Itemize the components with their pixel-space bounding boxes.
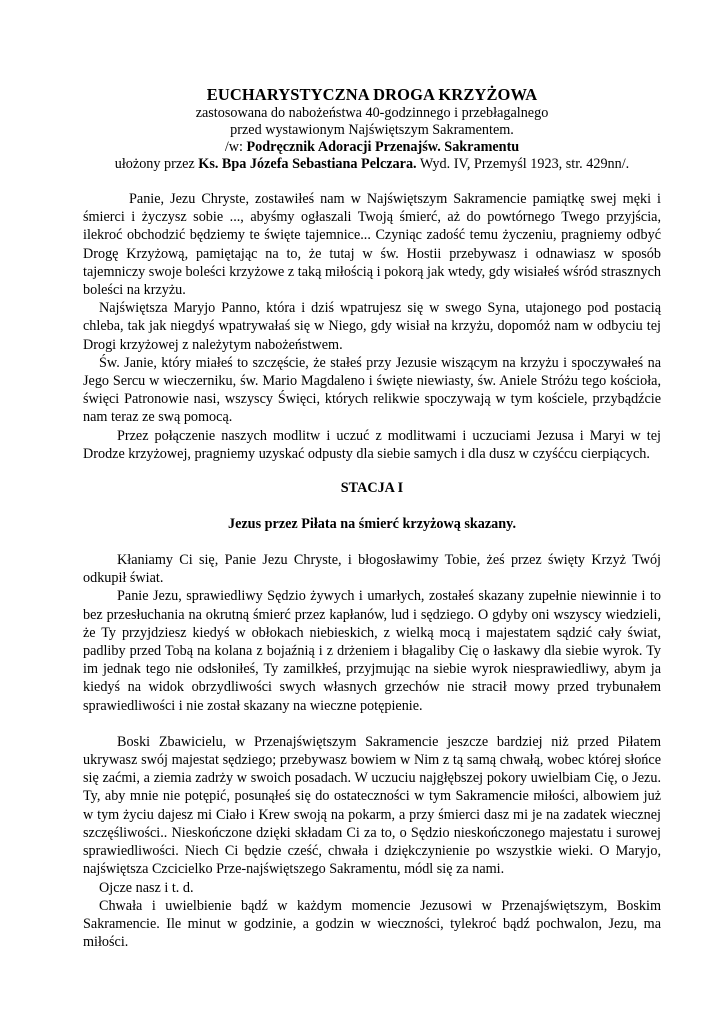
intro-paragraph: Panie, Jezu Chryste, zostawiłeś nam w Najświętszym Sakramencie pamiątkę swej męki i śmierci i życzysz sobie ..., abyśmy ogłaszali Twoją śmierć, aż do powtórnego Twego przyjścia, ilekroć obchodzić będziemy te święte tajemnice... Czyniąc zadość temu życzeniu, pragniemy odbyć Drogę Krzyżową, pamiętając na to, że tutaj w św. Hostii przebywasz i odnawiasz w sposób tajemniczy swoje boleści krzyżowe z taką miłością i pokorą jak wtedy, gdy wisiałeś wśród strasznych boleści na krzyżu. [83,191,661,299]
station-paragraph: Chwała i uwielbienie bądź w każdym momencie Jezusowi w Przenajświętszym, Boskim Sakramencie. Ile minut w godzinie, a godzin w wieczności, tylekroć bądź pochwalon, Jezu, ma miłości. [83,897,661,951]
station-paragraph: Boski Zbawicielu, w Przenajświętszym Sakramencie jeszcze bardziej niż przed Piłatem ukrywasz swój majestat sędziego; przebywasz bowiem w Nim z tą samą chwałą, wobec której słońce się zaćmi, a ziemia zadrży w swoich posadach. W uczuciu najgłębszej pokory uwielbiam Cię, o Jezu. Ty, aby mnie nie potępić, posunąłeś się do ostateczności w tym Sakramencie miłości, albowiem już w tym życiu dajesz mi Ciało i Krew swoją na pokarm, a przy śmierci dasz mi je na zadatek wiecznej szczęśliwości.. Nieskończone dzięki składam Ci za to, o Sędzio nieskończonego majestatu i surowej sprawiedliwości. Niech Ci będzie cześć, chwała i dziękczynienie po wszystkie wieki. O Maryjo, najświętsza Czcicielko Prze-najświętszego Sakramentu, módl się za nami. [83,733,661,878]
author-prefix: ułożony przez [114,156,199,172]
station-paragraph: Panie Jezu, sprawiedliwy Sędzio żywych i umarłych, zostałeś skazany zupełnie niewinnie i to bez przesłuchania na okrutną śmierć przez kapłanów, lud i sędziego. O gdyby oni wszyscy wiedzieli, że Ty przyjdziesz kiedyś w obłokach niebieskich, z wielką mocą i majestatem sądzić cały świat, padliby przed Tobą na kolana z bojaźnią i z drżeniem i błagaliby Cię o łaskawy dla siebie wyrok. Ty im jednak tego nie odsłoniłeś, Ty zamilkłeś, przyjmując na siebie wyrok niesprawiedliwy, abym ja kiedyś na widok obrzydliwości swych własnych grzechów nie stracił mowy przed trybunałem sprawiedliwości i nie został skazany na wieczne potępienie. [83,588,661,714]
intro-paragraph: Św. Janie, który miałeś to szczęście, że stałeś przy Jezusie wiszącym na krzyżu i spoczywałeś na Jego Sercu w wieczerniku, św. Mario Magdaleno i święte niewiasty, św. Aniele Stróżu tego kościoła, święci Patronowie nasi, wszyscy Święci, których relikwie spoczywają w tym kościele, przybądźcie nam teraz ze swą pomocą. [83,354,661,426]
author-name: Ks. Bpa Józefa Sebastiana Pelczara. [198,156,417,172]
source-line-1 [83,139,661,156]
subtitle-line-2: przed wystawionym Najświętszym Sakramentem. [230,122,514,138]
edition-info: Wyd. IV, Przemyśl 1923, str. 429nn/. [416,156,630,172]
source-book-title: Podręcznik Adoracji Przenajśw. Sakramentu [246,139,520,155]
document-header [83,85,661,173]
source-prefix: /w: [224,139,247,155]
subtitle-line-1: zastosowana do nabożeństwa 40-godzinnego i przebłagalnego [195,105,549,121]
intro-paragraph: Przez połączenie naszych modlitw i uczuć z modlitwami i uczuciami Jezusa i Maryi w tej Drodze krzyżowej, pragniemy uzyskać odpusty dla siebie samych i dla dusz w czyśćcu cierpiących. [83,427,661,462]
introduction [83,190,661,463]
station-paragraph: Kłaniamy Ci się, Panie Jezu Chryste, i błogosławimy Tobie, żeś przez święty Krzyż Twój odkupił świat. [83,552,661,587]
station-body [83,551,661,951]
station-subtitle: Jezus przez Piłata na śmierć krzyżową skazany. [227,516,517,533]
document-title: EUCHARYSTYCZNA DROGA KRZYŻOWA [206,85,538,104]
intro-paragraph: Najświętsza Maryjo Panno, która i dziś wpatrujesz się w swego Syna, utajonego pod postacią chleba, tak jak niegdyś wpatrywałaś się w Niego, gdy wisiał na krzyżu, dopomóż nam w odbyciu tej Drogi krzyżowej z należytym nabożeństwem. [83,300,661,353]
source-line-2 [83,156,661,173]
station-paragraph: Ojcze nasz i t. d. [99,879,194,896]
station-label: STACJA I [340,480,404,497]
